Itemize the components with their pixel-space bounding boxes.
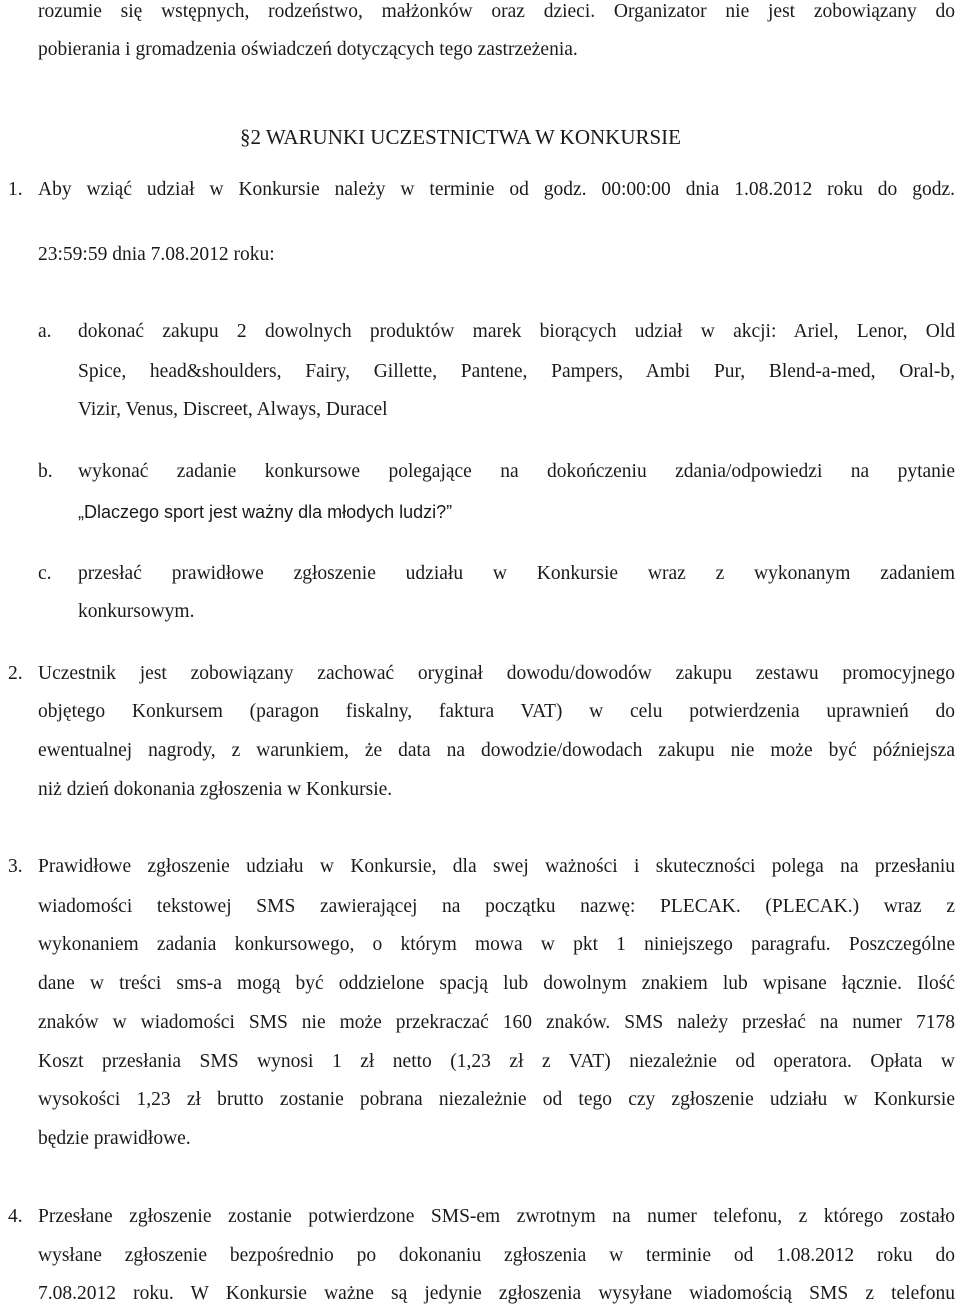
item-3-line-2: wiadomości tekstowej SMS zawierającej na początku nazwę: PLECAK. (PLECAK.) wraz z [38, 896, 955, 917]
item-3-line-3: wykonaniem zadania konkursowego, o którym mowa w pkt 1 niniejszego paragrafu. Poszczególne [38, 934, 955, 955]
sub-b-line-2: „Dlaczego sport jest ważny dla młodych ludzi?” [78, 502, 453, 522]
sub-b-line-1: wykonać zadanie konkursowe polegające na dokończeniu zdania/odpowiedzi na pytanie [78, 461, 955, 482]
item-1-line-2: 23:59:59 dnia 7.08.2012 roku: [38, 244, 275, 265]
item-4-line-2: wysłane zgłoszenie bezpośrednio po dokonaniu zgłoszenia w terminie od 1.08.2012 roku do [38, 1245, 955, 1266]
item-3-line-6: Koszt przesłania SMS wynosi 1 zł netto (1,23 zł z VAT) niezależnie od operatora. Opłata w [38, 1051, 955, 1072]
sub-a-line-1: dokonać zakupu 2 dowolnych produktów marek biorących udział w akcji: Ariel, Lenor, Old [78, 321, 955, 342]
sub-a-line-2: Spice, head&shoulders, Fairy, Gillette, Pantene, Pampers, Ambi Pur, Blend-a-med, Oral-b, [78, 361, 955, 382]
sub-a-marker: a. [38, 321, 52, 342]
item-3-line-1: Prawidłowe zgłoszenie udziału w Konkursie, dla swej ważności i skuteczności polega na przesłaniu [38, 856, 955, 877]
item-4-marker: 4. [8, 1206, 23, 1227]
sub-a-line-3: Vizir, Venus, Discreet, Always, Duracel [78, 399, 388, 420]
item-3-line-8: będzie prawidłowe. [38, 1128, 191, 1149]
item-3-line-5: znaków w wiadomości SMS nie może przekraczać 160 znaków. SMS należy przesłać na numer 7178 [38, 1012, 955, 1033]
item-1-line-1: Aby wziąć udział w Konkursie należy w terminie od godz. 00:00:00 dnia 1.08.2012 roku do godz. [38, 179, 955, 200]
item-2-line-4: niż dzień dokonania zgłoszenia w Konkursie. [38, 779, 393, 800]
item-4-line-1: Przesłane zgłoszenie zostanie potwierdzone SMS-em zwrotnym na numer telefonu, z którego zostało [38, 1206, 955, 1227]
intro-line-2: pobierania i gromadzenia oświadczeń dotyczących tego zastrzeżenia. [38, 39, 578, 60]
item-2-line-3: ewentualnej nagrody, z warunkiem, że data na dowodzie/dowodach zakupu nie może być późniejsza [38, 740, 955, 761]
item-3-line-4: dane w treści sms-a mogą być oddzielone spacją lub dowolnym znakiem lub wpisane łącznie. Ilość [38, 973, 955, 994]
sub-c-marker: c. [38, 563, 52, 584]
item-2-line-1: Uczestnik jest zobowiązany zachować oryginał dowodu/dowodów zakupu zestawu promocyjnego [38, 663, 955, 684]
item-3-line-7: wysokości 1,23 zł brutto zostanie pobrana niezależnie od tego czy zgłoszenie udziału w Konkursie [38, 1089, 955, 1110]
item-2-line-2: objętego Konkursem (paragon fiskalny, faktura VAT) w celu potwierdzenia uprawnień do [38, 701, 955, 722]
sub-c-line-1: przesłać prawidłowe zgłoszenie udziału w Konkursie wraz z wykonanym zadaniem [78, 563, 955, 584]
sub-c-line-2: konkursowym. [78, 601, 195, 622]
item-4-line-3: 7.08.2012 roku. W Konkursie ważne są jedynie zgłoszenia wysyłane wiadomością SMS z telefonu [38, 1283, 955, 1304]
item-1-marker: 1. [8, 179, 23, 200]
section-heading: §2 WARUNKI UCZESTNICTWA W KONKURSIE [240, 125, 681, 149]
item-2-marker: 2. [8, 663, 23, 684]
intro-line-1: rozumie się wstępnych, rodzeństwo, małżonków oraz dzieci. Organizator nie jest zobowiązany do [38, 1, 955, 22]
sub-b-marker: b. [38, 461, 53, 482]
item-3-marker: 3. [8, 856, 23, 877]
